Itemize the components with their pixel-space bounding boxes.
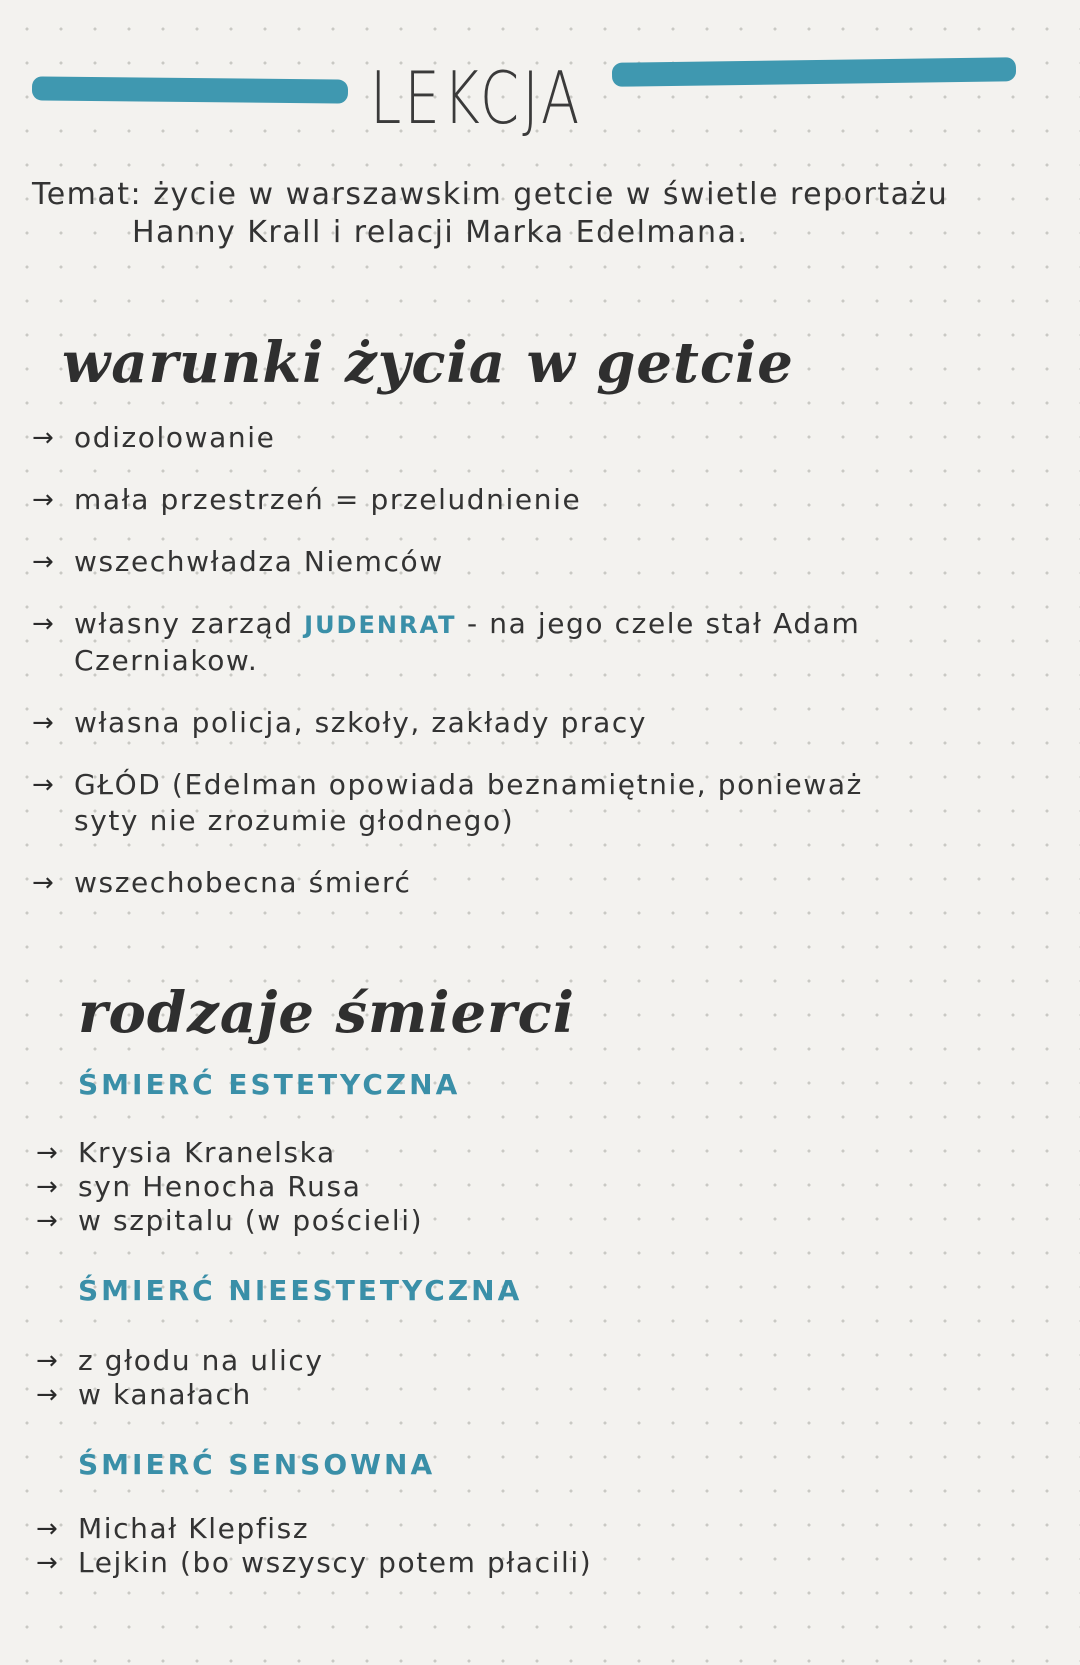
topic-text: życie w warszawskim getcie w świetle reportażu Hanny Krall i relacji Marka Edelmana. (132, 177, 949, 250)
header-bar-right (612, 57, 1016, 87)
arrow-icon: → (36, 1172, 60, 1202)
aesthetic-list (36, 1136, 423, 1238)
subheading-unaesthetic: ŚMIERĆ NIEESTETYCZNA (78, 1274, 523, 1307)
topic-block (32, 176, 952, 252)
list-item (36, 1136, 423, 1170)
arrow-icon: → (32, 547, 56, 577)
list-item-text: syn Henocha Rusa (78, 1170, 362, 1203)
list-item (32, 482, 932, 518)
list-item-text: własny zarząd (74, 607, 294, 640)
list-item-text: wszechobecna śmierć (74, 866, 412, 899)
arrow-icon: → (36, 1206, 60, 1236)
arrow-icon: → (32, 423, 56, 453)
list-item-text: wszechwładza Niemców (74, 545, 444, 578)
arrow-icon: → (36, 1514, 60, 1544)
list-item (32, 606, 932, 679)
highlight-term: JUDENRAT (304, 611, 457, 639)
meaningful-list (36, 1512, 592, 1580)
list-item-text: w szpitalu (w pościeli) (78, 1204, 424, 1237)
section-heading-death-types: rodzaje śmierci (78, 980, 576, 1046)
list-item (36, 1170, 423, 1204)
list-item-text: z głodu na ulicy (78, 1344, 324, 1377)
arrow-icon: → (36, 1138, 60, 1168)
arrow-icon: → (32, 868, 56, 898)
arrow-icon: → (32, 770, 56, 800)
list-item-text: mała przestrzeń = przeludnienie (74, 483, 582, 516)
list-item (32, 767, 932, 839)
arrow-icon: → (36, 1548, 60, 1578)
list-item-text: odizolowanie (74, 421, 276, 454)
list-item-text: - na jego czele stał Adam Czerniakow. (74, 607, 861, 677)
page-title: LEKCJA (370, 56, 583, 140)
list-item (32, 420, 932, 456)
unaesthetic-list (36, 1344, 324, 1412)
arrow-icon: → (36, 1346, 60, 1376)
list-item-text: Michał Klepfisz (78, 1512, 310, 1545)
list-item (32, 705, 932, 741)
list-item-text: Lejkin (bo wszyscy potem płacili) (78, 1546, 593, 1579)
list-item (32, 544, 932, 580)
arrow-icon: → (32, 609, 56, 639)
list-item-text: Krysia Kranelska (78, 1136, 336, 1169)
arrow-icon: → (36, 1380, 60, 1410)
arrow-icon: → (32, 708, 56, 738)
arrow-icon: → (32, 485, 56, 515)
list-item (36, 1204, 423, 1238)
list-item (36, 1378, 324, 1412)
subheading-aesthetic: ŚMIERĆ ESTETYCZNA (78, 1068, 461, 1101)
subheading-meaningful: ŚMIERĆ SENSOWNA (78, 1448, 436, 1481)
section-heading-conditions: warunki życia w getcie (62, 330, 794, 396)
topic-label: Temat: (32, 177, 143, 212)
conditions-list (32, 420, 932, 927)
list-item (36, 1546, 592, 1580)
header-bar-left (32, 76, 348, 103)
list-item-text: w kanałach (78, 1378, 252, 1411)
list-item (32, 865, 932, 901)
list-item (36, 1344, 324, 1378)
list-item (36, 1512, 592, 1546)
list-item-text: własna policja, szkoły, zakłady pracy (74, 706, 648, 739)
list-item-text: GŁÓD (Edelman opowiada beznamiętnie, ponieważ syty nie zrozumie głodnego) (74, 768, 863, 837)
